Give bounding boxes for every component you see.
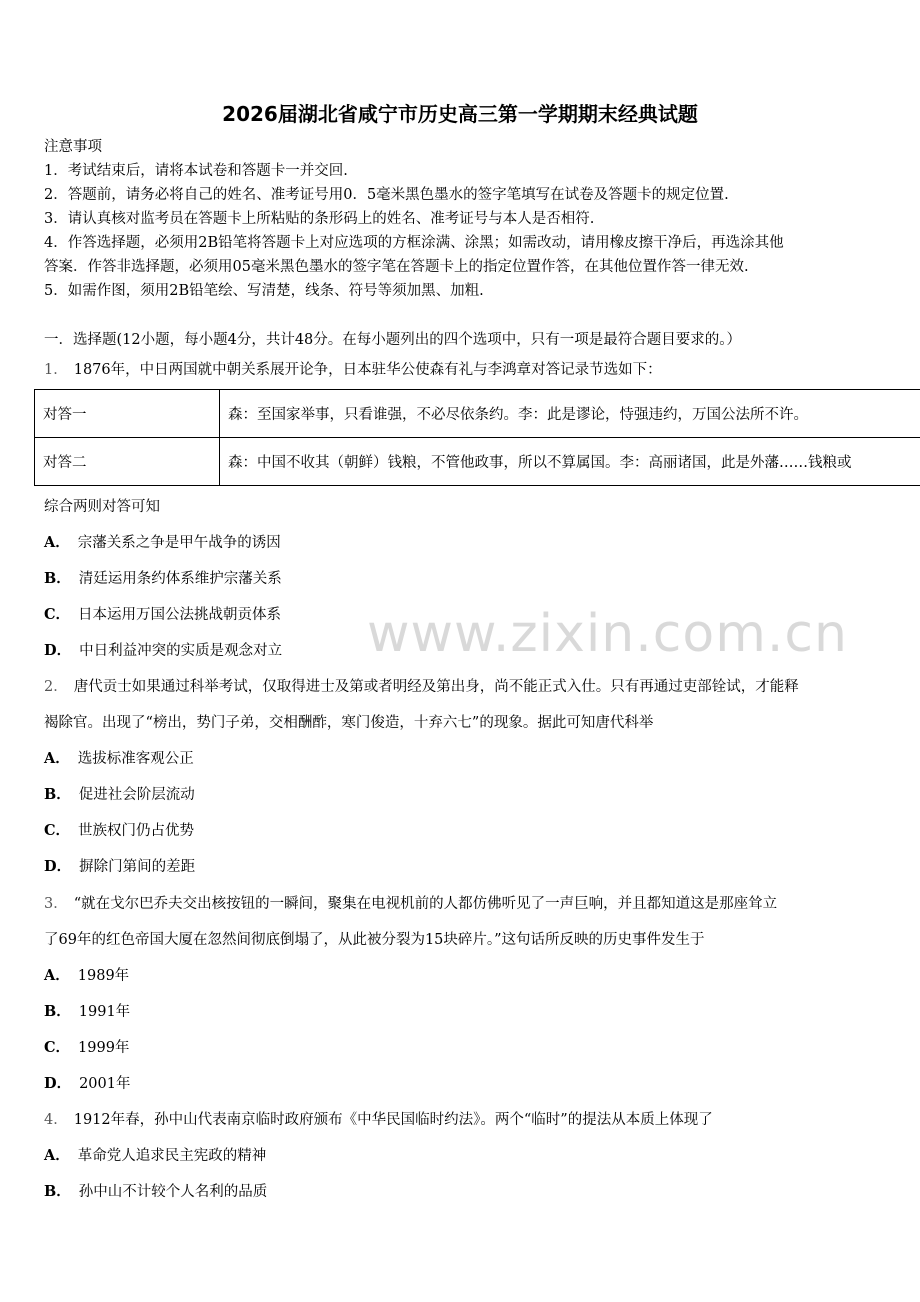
option-c — [44, 604, 281, 626]
option-b — [44, 1001, 130, 1023]
section-heading: 一．选择题(12小题，每小题4分，共计48分。在每小题列出的四个选项中，只有一项是最符合题目要求的。） — [44, 332, 742, 348]
notice-item: 5．如需作图，须用2B铅笔绘、写清楚，线条、符号等须加黑、加粗. — [44, 283, 484, 299]
option-text: 2001年 — [79, 1076, 131, 1092]
option-text: 摒除门第间的差距 — [79, 859, 196, 875]
question-2-stem — [44, 676, 799, 698]
option-text: 清廷运用条约体系维护宗藩关系 — [78, 571, 282, 587]
question-text: 1912年春，孙中山代表南京临时政府颁布《中华民国临时约法》。两个“临时”的提法从本质上体现了 — [73, 1112, 713, 1128]
option-a — [44, 1145, 266, 1167]
notice-item: 1．考试结束后，请将本试卷和答题卡一并交回. — [44, 163, 348, 179]
question-number: 2． — [44, 679, 68, 695]
option-text: 1991年 — [78, 1004, 131, 1020]
option-a — [44, 965, 129, 987]
option-letter: B． — [44, 1183, 71, 1200]
question-number: 3． — [44, 896, 68, 912]
question-3-stem — [44, 893, 777, 915]
option-b — [44, 784, 195, 806]
option-letter: D． — [44, 858, 72, 875]
option-text: 促进社会阶层流动 — [78, 787, 195, 803]
option-letter: B． — [44, 786, 71, 803]
option-letter: C． — [44, 1039, 71, 1056]
question-text: 1876年，中日两国就中朝关系展开论争，日本驻华公使森有礼与李鸿章对答记录节选如下： — [73, 362, 662, 378]
option-text: 1999年 — [78, 1040, 130, 1056]
option-text: 孙中山不计较个人名利的品质 — [78, 1184, 268, 1200]
option-d — [44, 1073, 130, 1095]
option-letter: B． — [44, 570, 71, 587]
option-text: 1989年 — [77, 968, 130, 984]
option-text: 日本运用万国公法挑战朝贡体系 — [78, 607, 282, 623]
table-cell-text: 森：至国家举事，只看谁强，不必尽依条约。李：此是谬论，恃强违约，万国公法所不许。 — [220, 390, 920, 438]
option-letter: C． — [44, 822, 71, 839]
question-1-stem — [44, 359, 662, 381]
option-text: 中日利益冲突的实质是观念对立 — [79, 643, 283, 659]
notice-item: 4．作答选择题，必须用2B铅笔将答题卡上对应选项的方框涂满、涂黑；如需改动，请用橡皮擦干净后，再选涂其他 — [44, 235, 784, 251]
option-text: 宗藩关系之争是甲午战争的诱因 — [77, 535, 281, 551]
table-row — [35, 438, 920, 486]
table-cell-text: 森：中国不收其（朝鲜）钱粮，不管他政事，所以不算属国。李：高丽诸国，此是外藩……钱粮或 — [220, 438, 920, 486]
option-letter: A． — [44, 1147, 70, 1164]
option-letter: A． — [44, 967, 70, 984]
option-text: 革命党人追求民主宪政的精神 — [77, 1148, 267, 1164]
table-row — [35, 390, 920, 438]
option-letter: A． — [44, 534, 70, 551]
table-cell-label: 对答一 — [35, 390, 220, 438]
question-number: 4． — [44, 1112, 68, 1128]
option-text: 选拔标准客观公正 — [77, 751, 194, 767]
notice-item: 3．请认真核对监考员在答题卡上所粘贴的条形码上的姓名、准考证号与本人是否相符. — [44, 211, 595, 227]
table-cell-label: 对答二 — [35, 438, 220, 486]
question-1-follow: 综合两则对答可知 — [44, 499, 160, 515]
question-4-stem — [44, 1109, 713, 1131]
option-letter: D． — [44, 642, 72, 659]
option-d — [44, 856, 195, 878]
option-letter: C． — [44, 606, 71, 623]
notice-heading: 注意事项 — [44, 139, 102, 155]
page-title: 2026届湖北省咸宁市历史高三第一学期期末经典试题 — [222, 102, 698, 126]
option-c — [44, 820, 194, 842]
notice-item: 答案．作答非选择题，必须用05毫米黑色墨水的签字笔在答题卡上的指定位置作答，在其他位置作答一律无效. — [44, 259, 749, 275]
option-b — [44, 568, 282, 590]
question-2-stem-cont: 褐除官。出现了“榜出，势门子弟，交相酬酢，寒门俊造，十弃六七”的现象。据此可知唐代科举 — [44, 715, 654, 731]
option-a — [44, 748, 194, 770]
option-text: 世族权门仍占优势 — [78, 823, 195, 839]
option-a — [44, 532, 281, 554]
option-letter: B． — [44, 1003, 71, 1020]
question-text: “就在戈尔巴乔夫交出核按钮的一瞬间，聚集在电视机前的人都仿佛听见了一声巨响，并且都知道这是那座耸立 — [73, 896, 778, 912]
question-3-stem-cont: 了69年的红色帝国大厦在忽然间彻底倒塌了，从此被分裂为15块碎片。”这句话所反映的历史事件发生于 — [44, 932, 705, 948]
option-letter: D． — [44, 1075, 72, 1092]
option-letter: A． — [44, 750, 70, 767]
option-c — [44, 1037, 129, 1059]
option-d — [44, 640, 282, 662]
question-text: 唐代贡士如果通过科举考试，仅取得进士及第或者明经及第出身，尚不能正式入仕。只有再通过吏部铨试，才能释 — [73, 679, 799, 695]
option-b — [44, 1181, 267, 1203]
question-number: 1． — [44, 362, 68, 378]
watermark: www.zixin.com.cn — [367, 604, 848, 664]
notice-item: 2．答题前，请务必将自己的姓名、准考证号用0．5毫米黑色墨水的签字笔填写在试卷及答题卡的规定位置. — [44, 187, 729, 203]
exchange-table — [34, 389, 920, 486]
